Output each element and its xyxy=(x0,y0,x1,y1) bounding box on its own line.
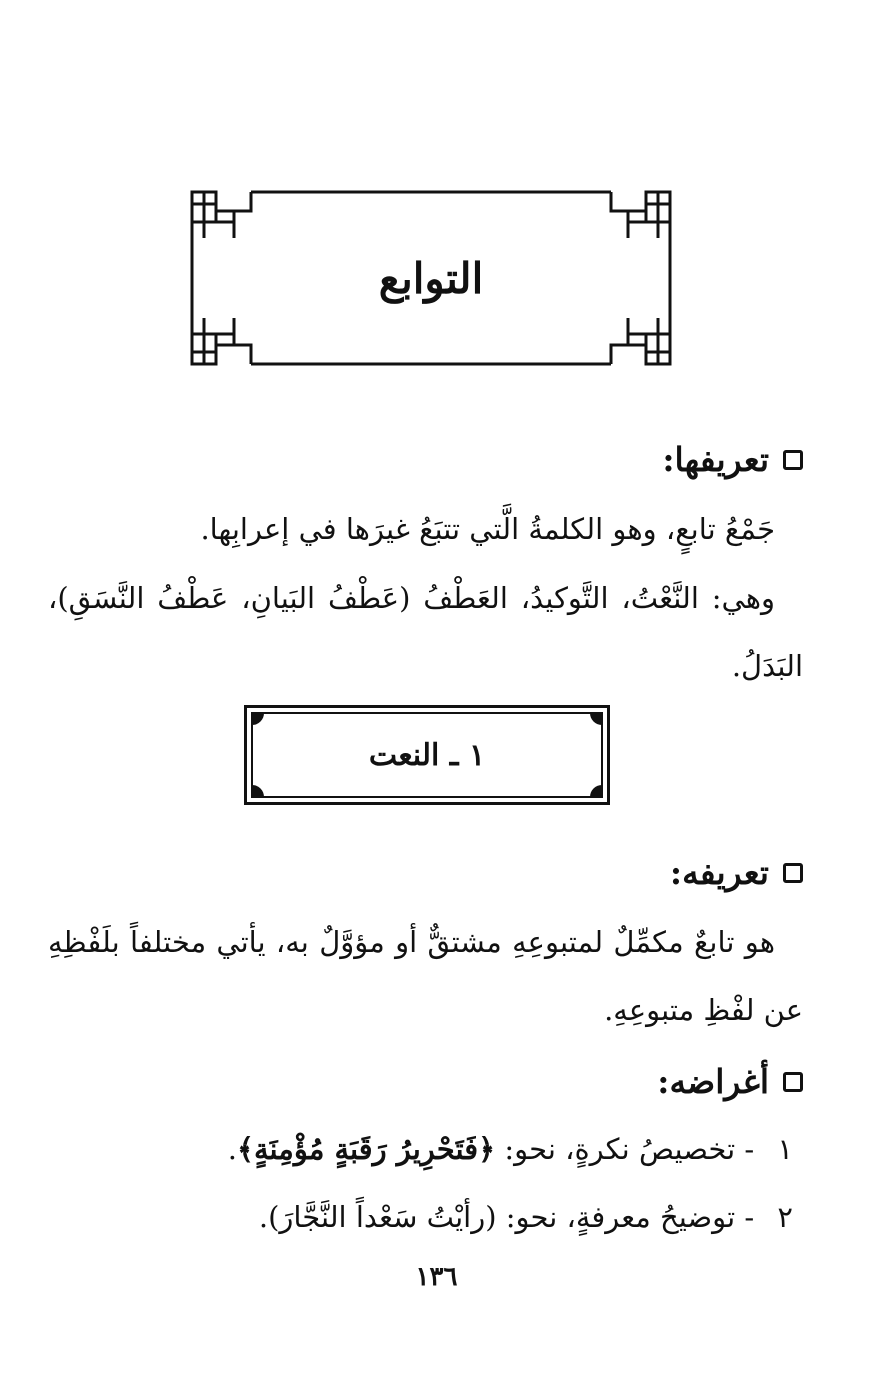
chapter-title: التوابع xyxy=(378,253,484,303)
section-title-frame xyxy=(244,705,610,805)
list-item-end: . xyxy=(258,1200,269,1234)
list-item-example: (رأيْتُ سَعْداً النَّجَّارَ) xyxy=(268,1200,497,1234)
definition-line-2: وهي: النَّعْتُ، التَّوكيدُ، العَطْفُ (عَطْفُ البَيانِ، عَطْفُ النَّسَقِ)، البَدَلُ. xyxy=(48,581,803,683)
square-bullet-icon xyxy=(783,863,803,883)
list-item-example: ﴿فَتَحْرِيرُ رَقَبَةٍ مُؤْمِنَةٍ﴾ xyxy=(237,1132,496,1166)
square-bullet-icon xyxy=(783,1072,803,1092)
list-item-text: - توضيحُ معرفةٍ، نحو: xyxy=(505,1200,755,1234)
section-title: ١ ـ النعت xyxy=(368,737,486,773)
list-item-text: - تخصيصُ نكرةٍ، نحو: xyxy=(504,1132,755,1166)
naat-definition-heading xyxy=(670,853,803,892)
definition-heading xyxy=(662,440,803,479)
purposes-heading xyxy=(657,1062,803,1101)
purposes-heading-label: أغراضه: xyxy=(657,1062,769,1101)
naat-definition-heading-label: تعريفه: xyxy=(669,853,769,892)
chapter-title-frame xyxy=(186,186,676,370)
list-item-number: ١ xyxy=(777,1132,793,1166)
definition-heading-label: تعريفها: xyxy=(662,440,769,479)
list-item-end: . xyxy=(227,1132,238,1166)
square-bullet-icon xyxy=(783,450,803,470)
page-number: ١٣٦ xyxy=(415,1262,458,1292)
definition-line-1: جَمْعُ تابعٍ، وهو الكلمةُ الَّتي تتبَعُ غيرَها في إعرابِها. xyxy=(200,512,775,546)
naat-definition-text: هو تابعٌ مكمِّلٌ لمتبوعِهِ مشتقٌّ أو مؤوَّلٌ به، يأتي مختلفاً بلَفْظِهِ عن لفْظِ متبوعِهِ. xyxy=(48,925,803,1027)
list-item xyxy=(228,1132,793,1166)
list-item-number: ٢ xyxy=(777,1200,793,1234)
list-item xyxy=(259,1200,793,1234)
